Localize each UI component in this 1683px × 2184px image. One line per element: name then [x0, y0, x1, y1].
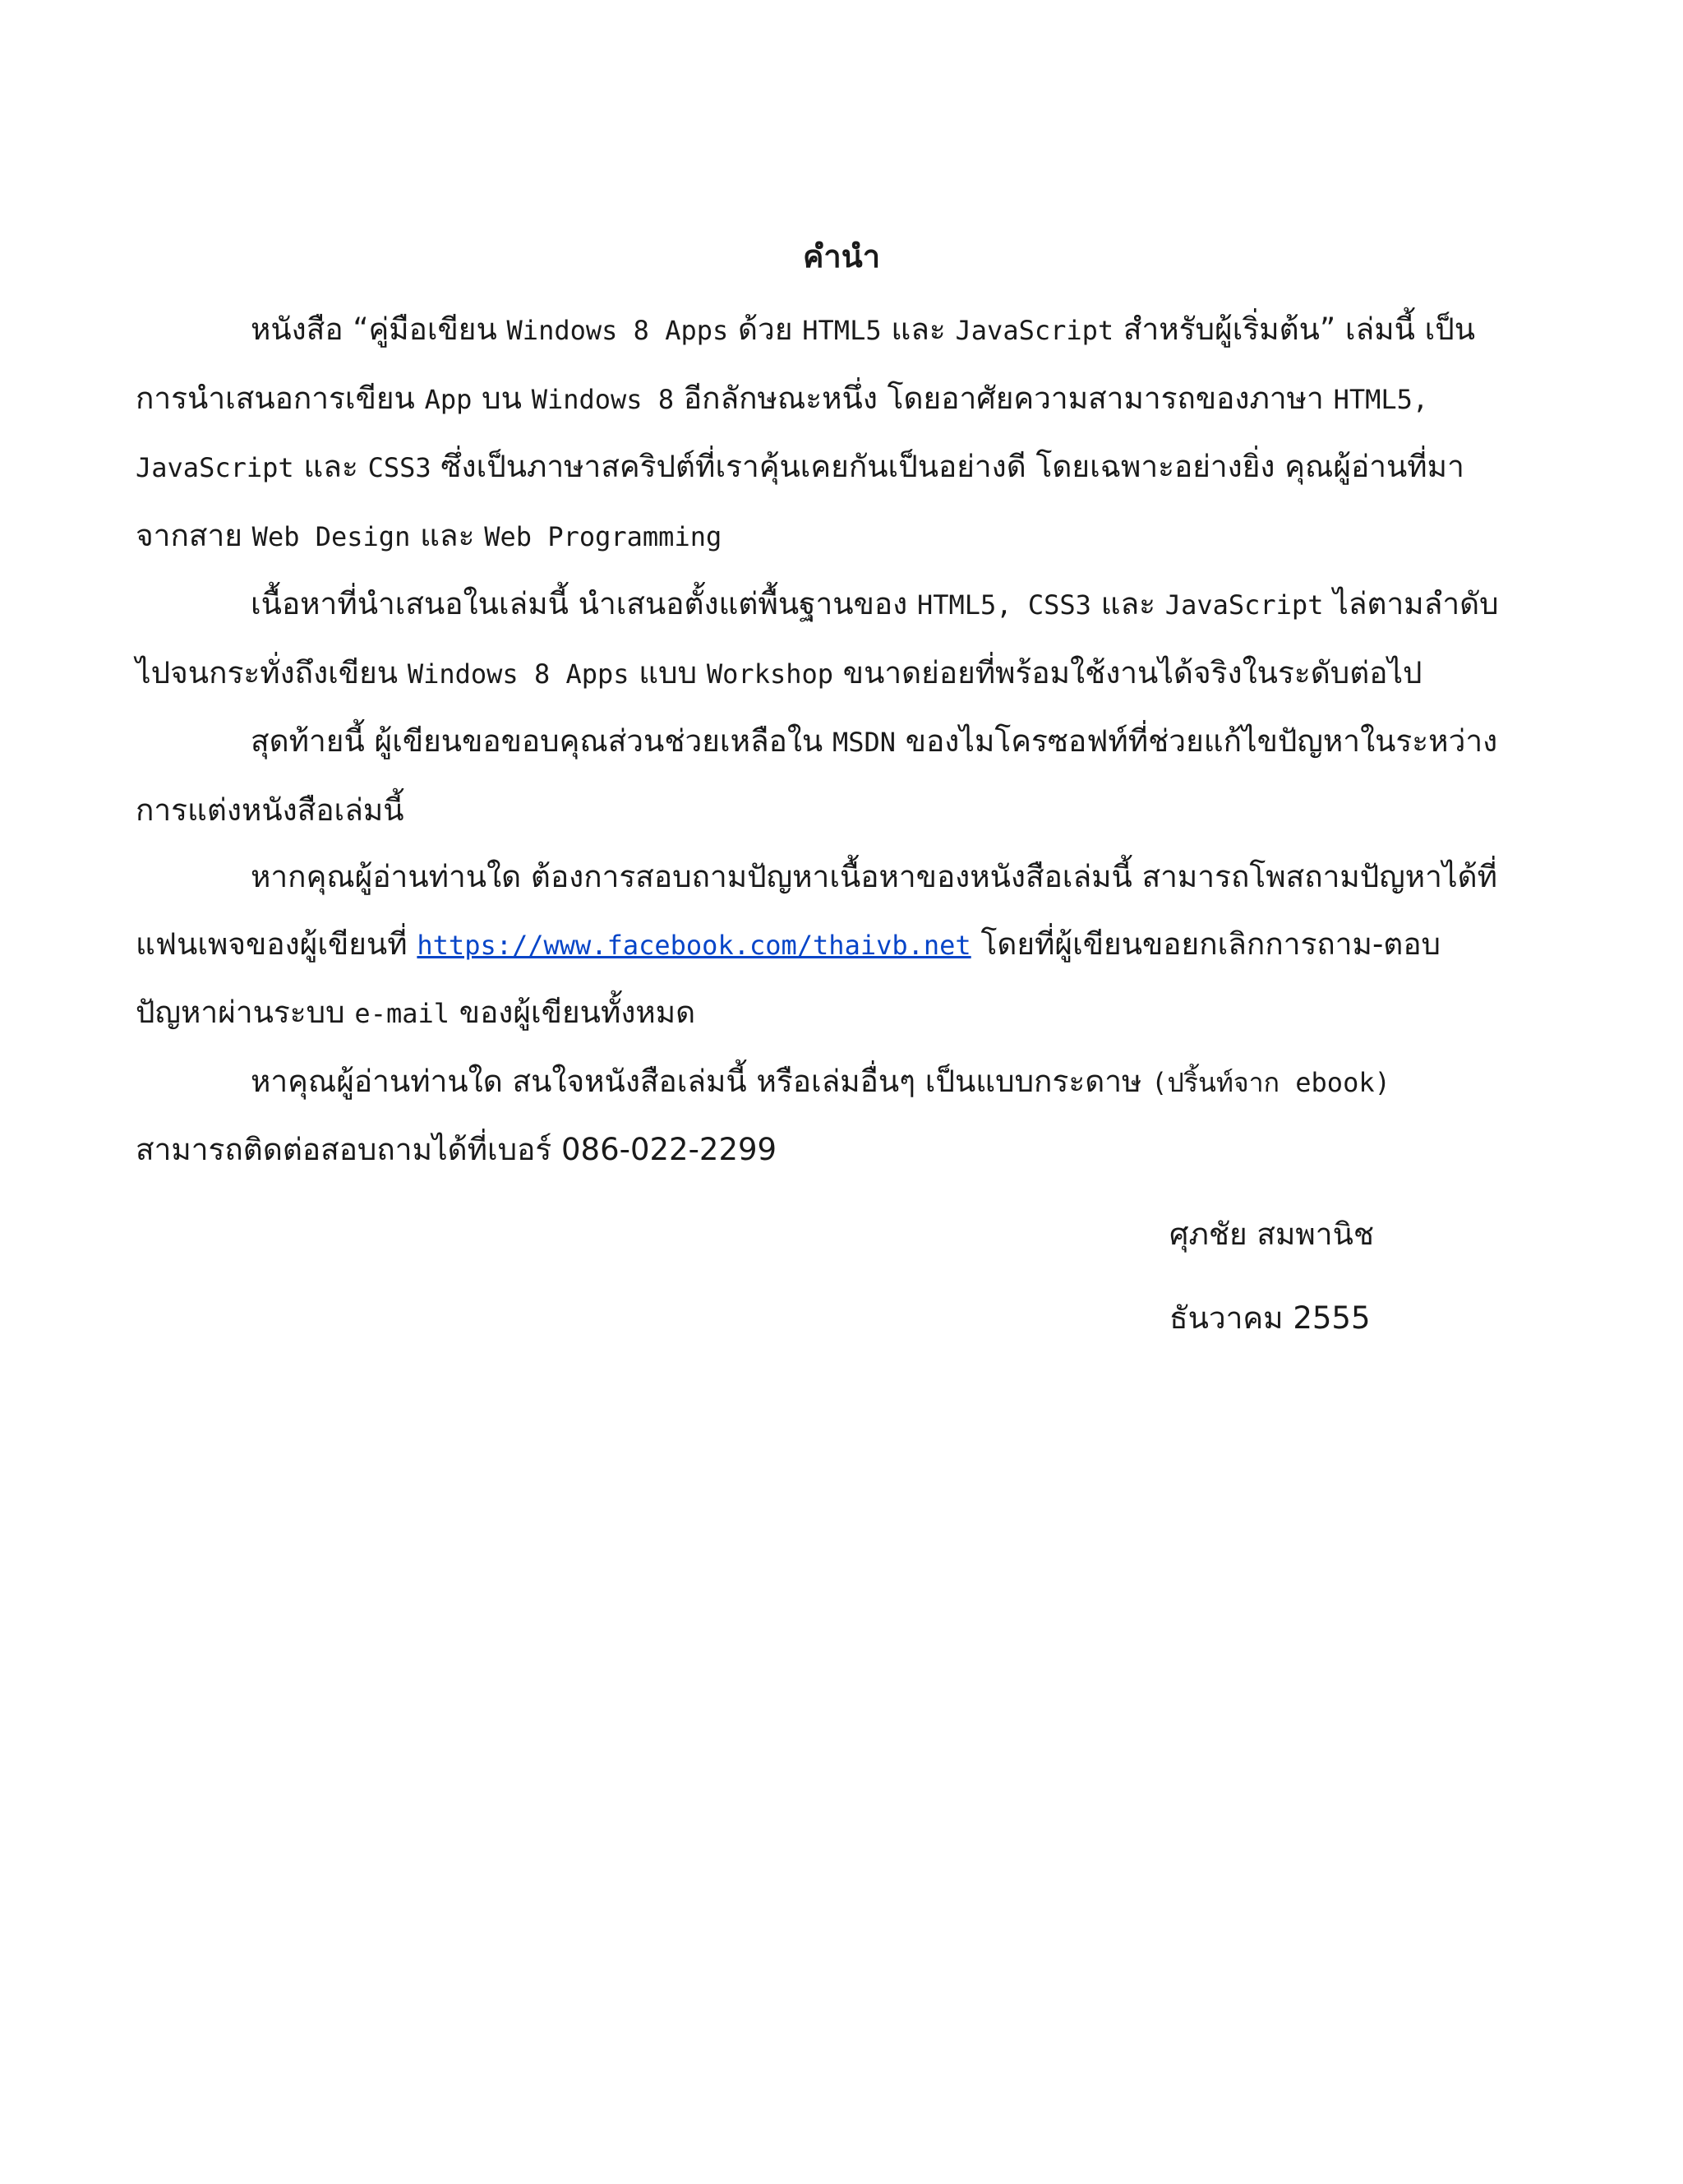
paragraph-1-line-1 [136, 296, 1549, 365]
paragraph-4-line-2 [136, 911, 1549, 980]
code-text: Web Design [251, 520, 411, 552]
text: และ [410, 517, 485, 553]
paragraph-4-line-3 [136, 979, 1549, 1048]
paragraph-2-line-1 [136, 570, 1549, 640]
code-text: JavaScript [136, 452, 294, 483]
text: บน [472, 380, 532, 416]
text: ซึ่งเป็นภาษาสคริปต์ที่เราคุ้นเคยกันเป็นอย่างดี โดยเฉพาะอย่างยิ่ง คุณผู้อ่านที่มา [431, 449, 1464, 484]
text: แฟนเพจของผู้เขียนที่ [136, 926, 417, 962]
text: การนำเสนอการเขียน [136, 380, 425, 416]
paragraph-2-line-2 [136, 640, 1549, 709]
text: โดยที่ผู้เขียนขอยกเลิกการถาม-ตอบ [971, 926, 1441, 962]
text: อีกลักษณะหนึ่ง โดยอาศัยความสามารถของภาษา [674, 380, 1334, 416]
code-text: Workshop [706, 658, 834, 690]
code-text: JavaScript [1164, 589, 1324, 621]
text: จากสาย [136, 517, 252, 553]
text: ขนาดย่อยที่พร้อมใช้งานได้จริงในระดับต่อไป [833, 654, 1422, 690]
code-text: MSDN [832, 727, 897, 758]
text: สุดท้ายนี้ ผู้เขียนขอขอบคุณส่วนช่วยเหลือใน [251, 723, 832, 759]
text: ปัญหาผ่านระบบ [136, 995, 355, 1030]
code-text: e-mail [354, 998, 450, 1029]
text: ไล่ตามลำดับ [1323, 586, 1499, 621]
code-text: (ปริ้นท์จาก ebook) [1151, 1066, 1390, 1098]
code-text: Web Programming [484, 520, 722, 552]
code-text: App [424, 383, 473, 415]
code-text: HTML5, [1333, 383, 1429, 415]
text: ของไมโครซอฟท์ที่ช่วยแก้ไขปัญหาในระหว่าง [896, 723, 1498, 759]
paragraph-5 [136, 1048, 1549, 1184]
paragraph-4 [136, 843, 1549, 1048]
code-text: Windows 8 [531, 383, 675, 415]
text: แบบ [629, 654, 707, 690]
paragraph-3-line-2: การแต่งหนังสือเล่มนี้ [136, 792, 404, 828]
paragraph-1-line-4 [136, 502, 1549, 571]
text: และ [1090, 586, 1165, 621]
text: หนังสือ “คู่มือเขียน [251, 312, 507, 347]
paragraph-1-line-3 [136, 433, 1549, 502]
preface-body [136, 296, 1549, 1184]
paragraph-3-line-1 [136, 708, 1549, 777]
code-text: CSS3 [367, 452, 431, 483]
paragraph-1-line-2 [136, 365, 1549, 434]
paragraph-5-line-2: สามารถติดต่อสอบถามได้ที่เบอร์ 086-022-2299 [136, 1132, 777, 1167]
signature-block [1169, 1193, 1374, 1360]
paragraph-5-line-1 [136, 1048, 1549, 1117]
paragraph-4-line-1: หากคุณผู้อ่านท่านใด ต้องการสอบถามปัญหาเนื้อหาของหนังสือเล่มนี้ สามารถโพสถามปัญหาได้ที่ [251, 859, 1497, 894]
code-text: Windows 8 Apps [506, 315, 729, 346]
text: และ [881, 312, 956, 347]
text: เนื้อหาที่นำเสนอในเล่มนี้ นำเสนอตั้งแต่พื้นฐานของ [251, 586, 917, 621]
paragraph-2 [136, 570, 1549, 708]
text: ไปจนกระทั่งถึงเขียน [136, 654, 408, 690]
text: สำหรับผู้เริ่มต้น” เล่มนี้ เป็น [1114, 312, 1476, 347]
text: ด้วย [728, 312, 803, 347]
paragraph-3 [136, 708, 1549, 843]
code-text: Windows 8 Apps [407, 658, 629, 690]
page-title: คำนำ [802, 238, 881, 275]
facebook-page-link[interactable]: https://www.facebook.com/thaivb.net [417, 929, 971, 961]
paragraph-1 [136, 296, 1549, 570]
text: หาคุณผู้อ่านท่านใด สนใจหนังสือเล่มนี้ หรือเล่มอื่นๆ เป็นแบบกระดาษ [251, 1063, 1152, 1099]
author-name: ศุภชัย สมพานิช [1169, 1217, 1374, 1252]
code-text: HTML5 [802, 315, 882, 346]
signature-date: ธันวาคม 2555 [1169, 1300, 1371, 1336]
text: และ [293, 449, 368, 484]
code-text: JavaScript [955, 315, 1114, 346]
code-text: HTML5, CSS3 [916, 589, 1091, 621]
text: ของผู้เขียนทั้งหมด [450, 995, 696, 1030]
